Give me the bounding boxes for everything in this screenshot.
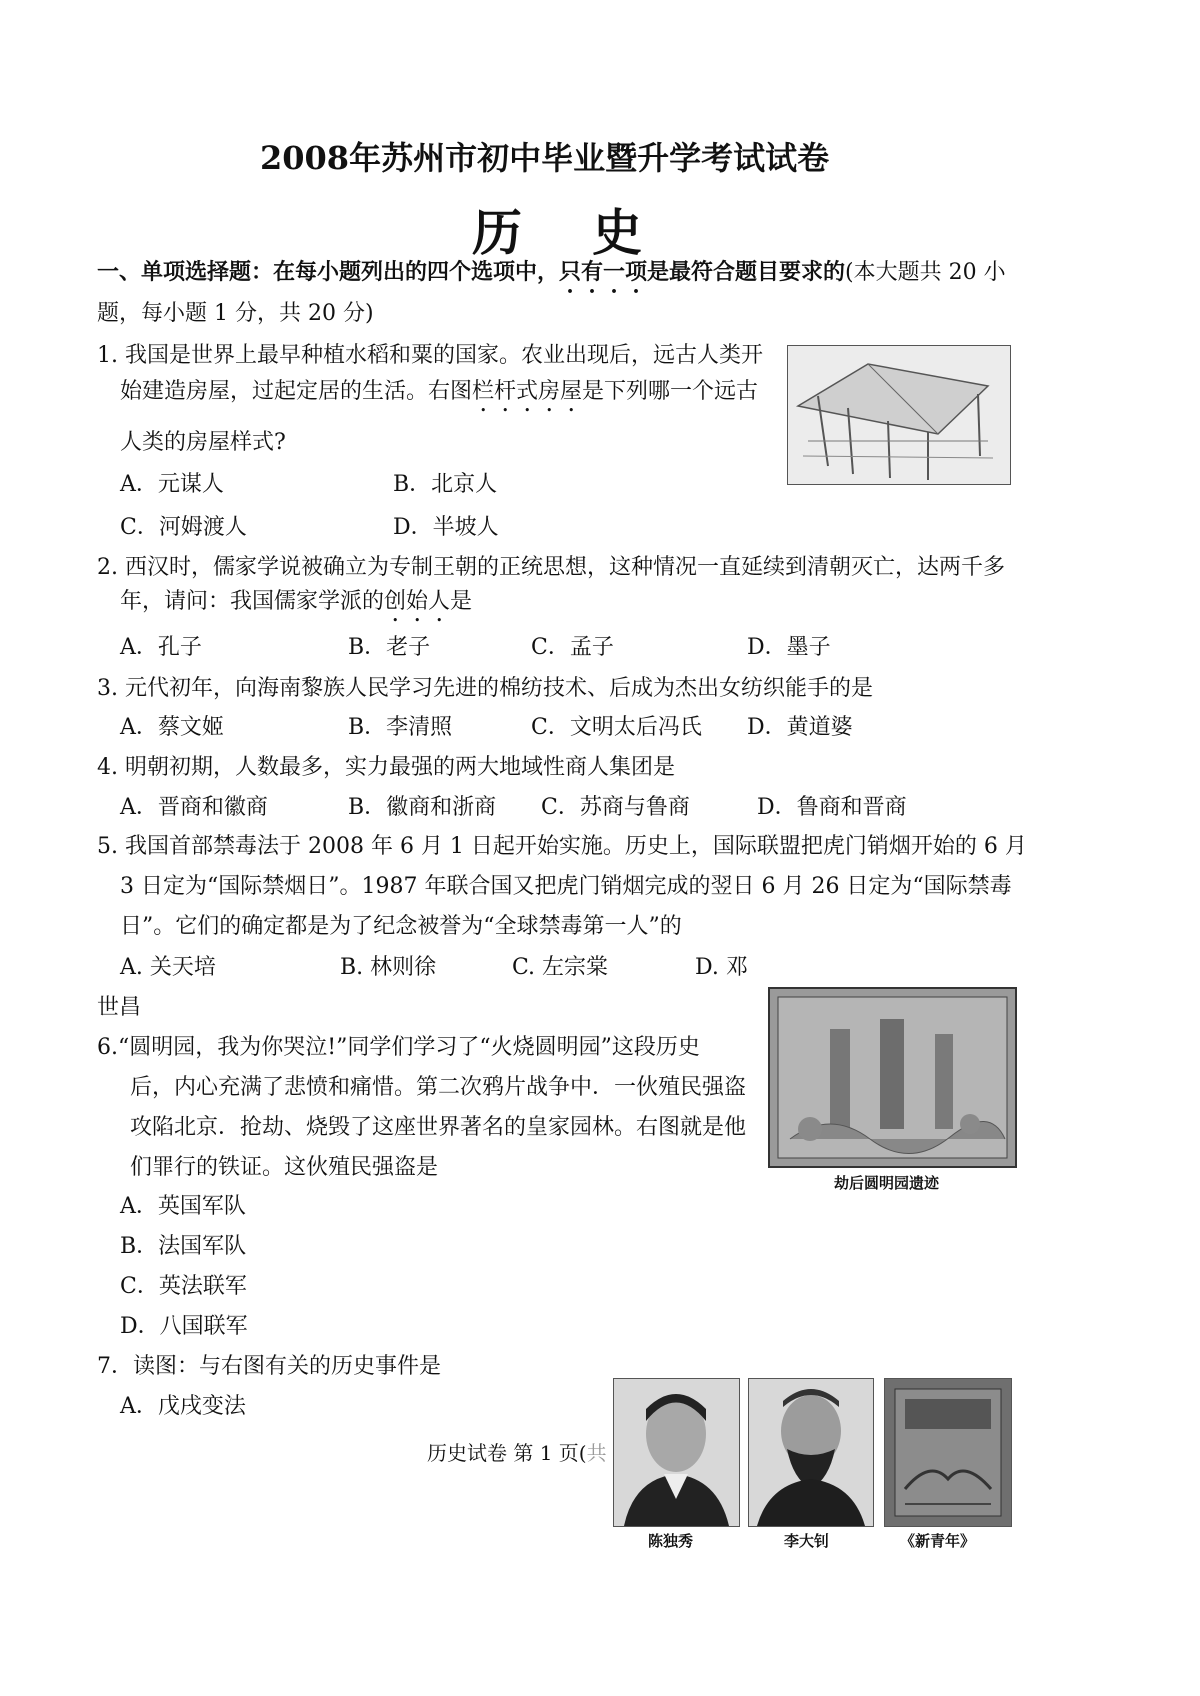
new-youth-caption: 《新青年》 (900, 1532, 976, 1550)
q6-option-c: C．英法联军 (120, 1274, 247, 1299)
q6-line4: 们罪行的铁证。这伙殖民强盗是 (130, 1155, 439, 1180)
q2-option-d: D．墨子 (747, 635, 831, 660)
stilt-house-image (787, 345, 1011, 485)
q1-line2-emphasis: 栏杆式房屋 (472, 379, 583, 404)
section-note: (本大题共 20 小 (845, 260, 1006, 285)
q3-option-a: A．蔡文姬 (120, 715, 224, 740)
q6-line1: 6.“圆明园，我为你哭泣!”同学们学习了“火烧圆明园”这段历史 (97, 1035, 700, 1060)
q5-line2: 3 日定为“国际禁烟日”。1987 年联合国又把虎门销烟完成的翌日 6 月 26 日定为“国际禁毒 (120, 874, 1012, 899)
q3-option-b: B．李清照 (348, 715, 453, 740)
q1-line2 (120, 377, 758, 417)
new-youth-magazine-image (884, 1378, 1012, 1527)
page-footer-cut: 共 (586, 1441, 607, 1465)
section-heading (97, 255, 1006, 298)
q6-option-a: A．英国军队 (120, 1194, 246, 1219)
q5-option-a: A. 关天培 (120, 955, 216, 980)
page-footer-text: 历史试卷 第 1 页( (427, 1441, 587, 1465)
portrait-drawing-1 (614, 1379, 739, 1526)
q1-option-d: D．半坡人 (393, 515, 499, 540)
ruins-drawing (770, 989, 1015, 1166)
ruins-caption: 劫后圆明园遗迹 (834, 1174, 940, 1192)
q1-option-b: B．北京人 (393, 472, 498, 497)
li-dazhao-caption: 李大钊 (784, 1532, 830, 1550)
q5-line3: 日”。它们的确定都是为了纪念被誉为“全球禁毒第一人”的 (120, 914, 682, 939)
q7-option-a: A．戊戌变法 (120, 1394, 246, 1419)
q2-option-c: C．孟子 (531, 635, 614, 660)
magazine-drawing (885, 1379, 1011, 1526)
q3-line1: 3. 元代初年，向海南黎族人民学习先进的棉纺技术、后成为杰出女纺织能手的是 (97, 676, 873, 701)
q2-option-a: A．孔子 (120, 635, 202, 660)
q2-line1: 2. 西汉时，儒家学说被确立为专制王朝的正统思想，这种情况一直延续到清朝灭亡，达两千多 (97, 555, 1005, 580)
chen-duxiu-portrait (613, 1378, 740, 1527)
q1-line1: 1. 我国是世界上最早种植水稻和粟的国家。农业出现后，远古人类开 (97, 343, 763, 368)
q4-option-d: D．鲁商和晋商 (757, 795, 907, 820)
q4-option-a: A．晋商和徽商 (120, 795, 268, 820)
q5-option-d-cont: 世昌 (97, 995, 142, 1020)
q1-line2-pre: 始建造房屋，过起定居的生活。右图 (120, 379, 473, 404)
q2-line2-post: 是 (450, 589, 473, 614)
q5-option-c: C. 左宗棠 (512, 955, 609, 980)
q1-option-c: C．河姆渡人 (120, 515, 247, 540)
q2-line2-pre: 年，请问：我国儒家学派的 (120, 589, 385, 614)
q6-line3: 攻陷北京．抢劫、烧毁了这座世界著名的皇家园林。右图就是他 (130, 1115, 747, 1140)
stilt-house-drawing (788, 346, 1010, 484)
q2-line2 (120, 587, 472, 627)
q7-line1: 7．读图：与右图有关的历史事件是 (97, 1354, 441, 1379)
q4-line1: 4. 明朝初期，人数最多，实力最强的两大地域性商人集团是 (97, 755, 675, 780)
q1-line2-post: 是下列哪一个远古 (582, 379, 759, 404)
q3-option-c: C．文明太后冯氏 (531, 715, 702, 740)
q2-option-b: B．老子 (348, 635, 431, 660)
q1-option-a: A．元谋人 (120, 472, 224, 497)
section-heading-pre: 一、单项选择题：在每小题列出的四个选项中， (97, 259, 560, 285)
q6-line2: 后，内心充满了悲愤和痛惜。第二次鸦片战争中．一伙殖民强盗 (130, 1075, 747, 1100)
q1-line3: 人类的房屋样式? (120, 430, 286, 455)
section-note-cont: 题，每小题 1 分，共 20 分) (97, 301, 374, 326)
chen-duxiu-caption: 陈独秀 (648, 1532, 694, 1550)
li-dazhao-portrait (748, 1378, 874, 1527)
q2-line2-emphasis: 创始人 (384, 589, 451, 614)
page-footer (427, 1437, 607, 1466)
q4-option-b: B．徽商和浙商 (348, 795, 497, 820)
q3-option-d: D．黄道婆 (747, 715, 853, 740)
section-heading-emphasis: 只有一项 (559, 259, 648, 285)
exam-title: 2008年苏州市初中毕业暨升学考试试卷 (260, 139, 830, 177)
portrait-drawing-2 (749, 1379, 873, 1526)
section-heading-post: 是最符合题目要求的 (647, 259, 846, 285)
q6-option-b: B．法国军队 (120, 1234, 247, 1259)
q4-option-c: C．苏商与鲁商 (541, 795, 690, 820)
q5-line1: 5. 我国首部禁毒法于 2008 年 6 月 1 日起开始实施。历史上，国际联盟把虎门销烟开始的 6 月 (97, 834, 1027, 859)
q5-option-b: B. 林则徐 (340, 955, 437, 980)
q6-option-d: D．八国联军 (120, 1314, 248, 1339)
q5-option-d: D. 邓 (695, 955, 748, 980)
yuanmingyuan-ruins-image (768, 987, 1017, 1168)
subject-title: 历史 (472, 203, 712, 262)
